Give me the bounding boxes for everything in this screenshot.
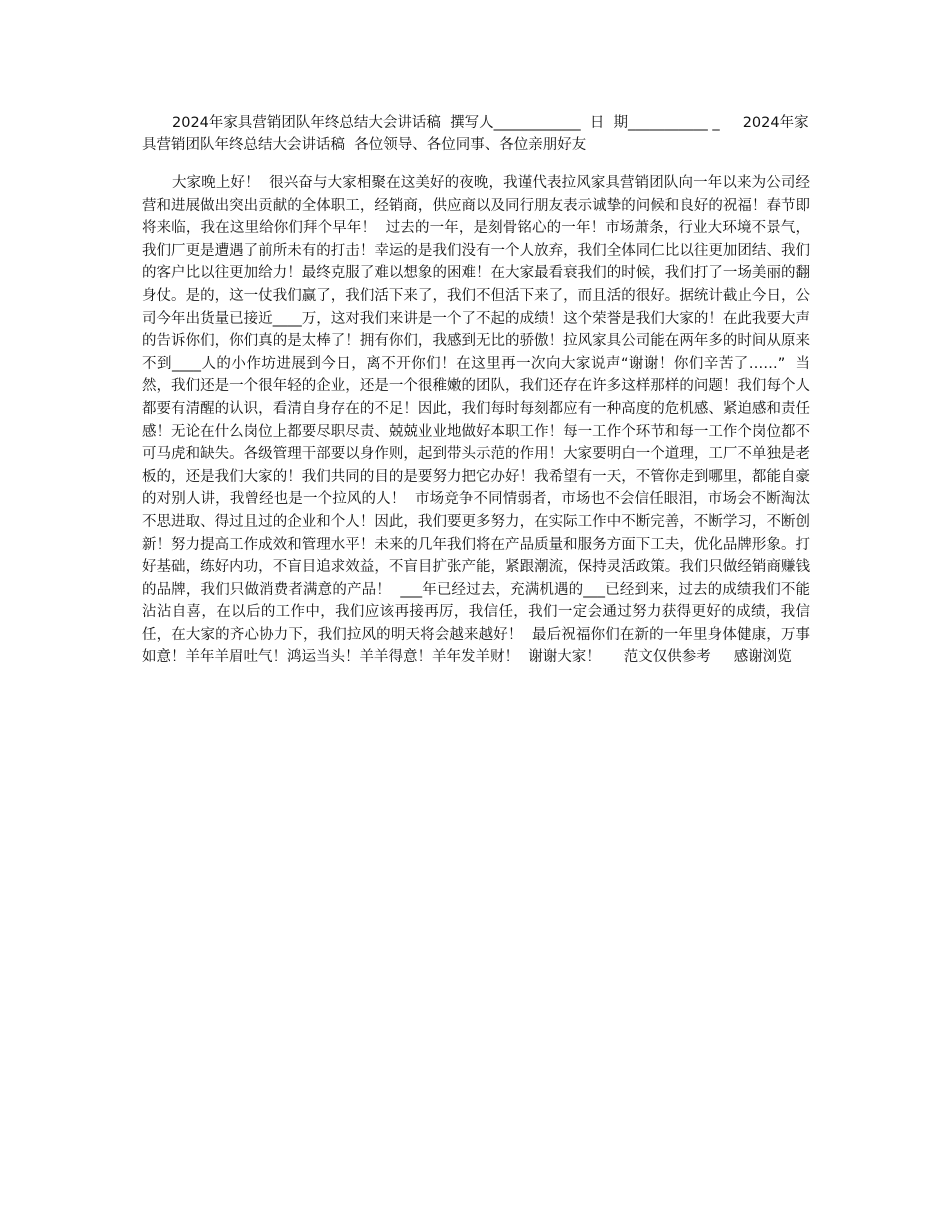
document-page: [142, 112, 810, 669]
document-body: 大家晚上好！ 很兴奋与大家相聚在这美好的夜晚，我谨代表拉风家具营销团队向一年以来为公司经营和进展做出突出贡献的全体职工，经销商，供应商以及同行朋友表示诚挚的问候和良好的祝福！春节即将来临，我在这里给你们拜个早年！ 过去的一年，是刻骨铭心的一年！市场萧条，行业大环境不景气，我们厂更是遭遇了前所未有的打击！幸运的是我们没有一个人放弃，我们全体同仁比以往更加团结、我们的客户比以往更加给力！最终克服了难以想象的困难！在大家最看衰我们的时候，我们打了一场美丽的翻身仗。是的，这一仗我们赢了，我们活下来了，我们不但活下来了，而且活的很好。据统计截止今日，公司今年出货量已接近____万，这对我们来讲是一个了不起的成绩！这个荣誉是我们大家的！在此我要大声的告诉你们，你们真的是太棒了！拥有你们，我感到无比的骄傲！拉风家具公司能在两年多的时间从原来不到____人的小作坊进展到今日，离不开你们！在这里再一次向大家说声“谢谢！你们辛苦了……” 当然，我们还是一个很年轻的企业，还是一个很稚嫩的团队，我们还存在许多这样那样的问题！我们每个人都要有清醒的认识，看清自身存在的不足！因此，我们每时每刻都应有一种高度的危机感、紧迫感和责任感！无论在什么岗位上都要尽职尽责、兢兢业业地做好本职工作！每一工作个环节和每一工作个岗位都不可马虎和缺失。各级管理干部要以身作则，起到带头示范的作用！大家要明白一个道理，工厂不单独是老板的，还是我们大家的！我们共同的目的是要努力把它办好！我希望有一天，不管你走到哪里，都能自豪的对别人讲，我曾经也是一个拉风的人！ 市场竞争不同情弱者，市场也不会信任眼泪，市场会不断淘汰不思进取、得过且过的企业和个人！因此，我们要更多努力，在实际工作中不断完善，不断学习，不断创新！努力提高工作成效和管理水平！未来的几年我们将在产品质量和服务方面下工夫，优化品牌形象。打好基础，练好内功，不盲目追求效益，不盲目扩张产能，紧跟潮流，保持灵活政策。我们只做经销商赚钱的品牌，我们只做消费者满意的产品！ ___年已经过去，充满机遇的___已经到来，过去的成绩我们不能沾沾自喜，在以后的工作中，我们应该再接再厉，我信任，我们一定会通过努力获得更好的成绩，我信任，在大家的齐心协力下，我们拉风的明天将会越来越好！ 最后祝福你们在新的一年里身体健康，万事如意！羊年羊眉吐气！鸿运当头！羊羊得意！羊年发羊财！ 谢谢大家！ 范文仅供参考 感谢浏览: [142, 175, 810, 666]
document-header: 2024年家具营销团队年终总结大会讲话稿 撰写人____________ 日 期___________ _ 2024年家具营销团队年终总结大会讲话稿 各位领导、各位同事、各位亲朋好友: [142, 115, 809, 153]
